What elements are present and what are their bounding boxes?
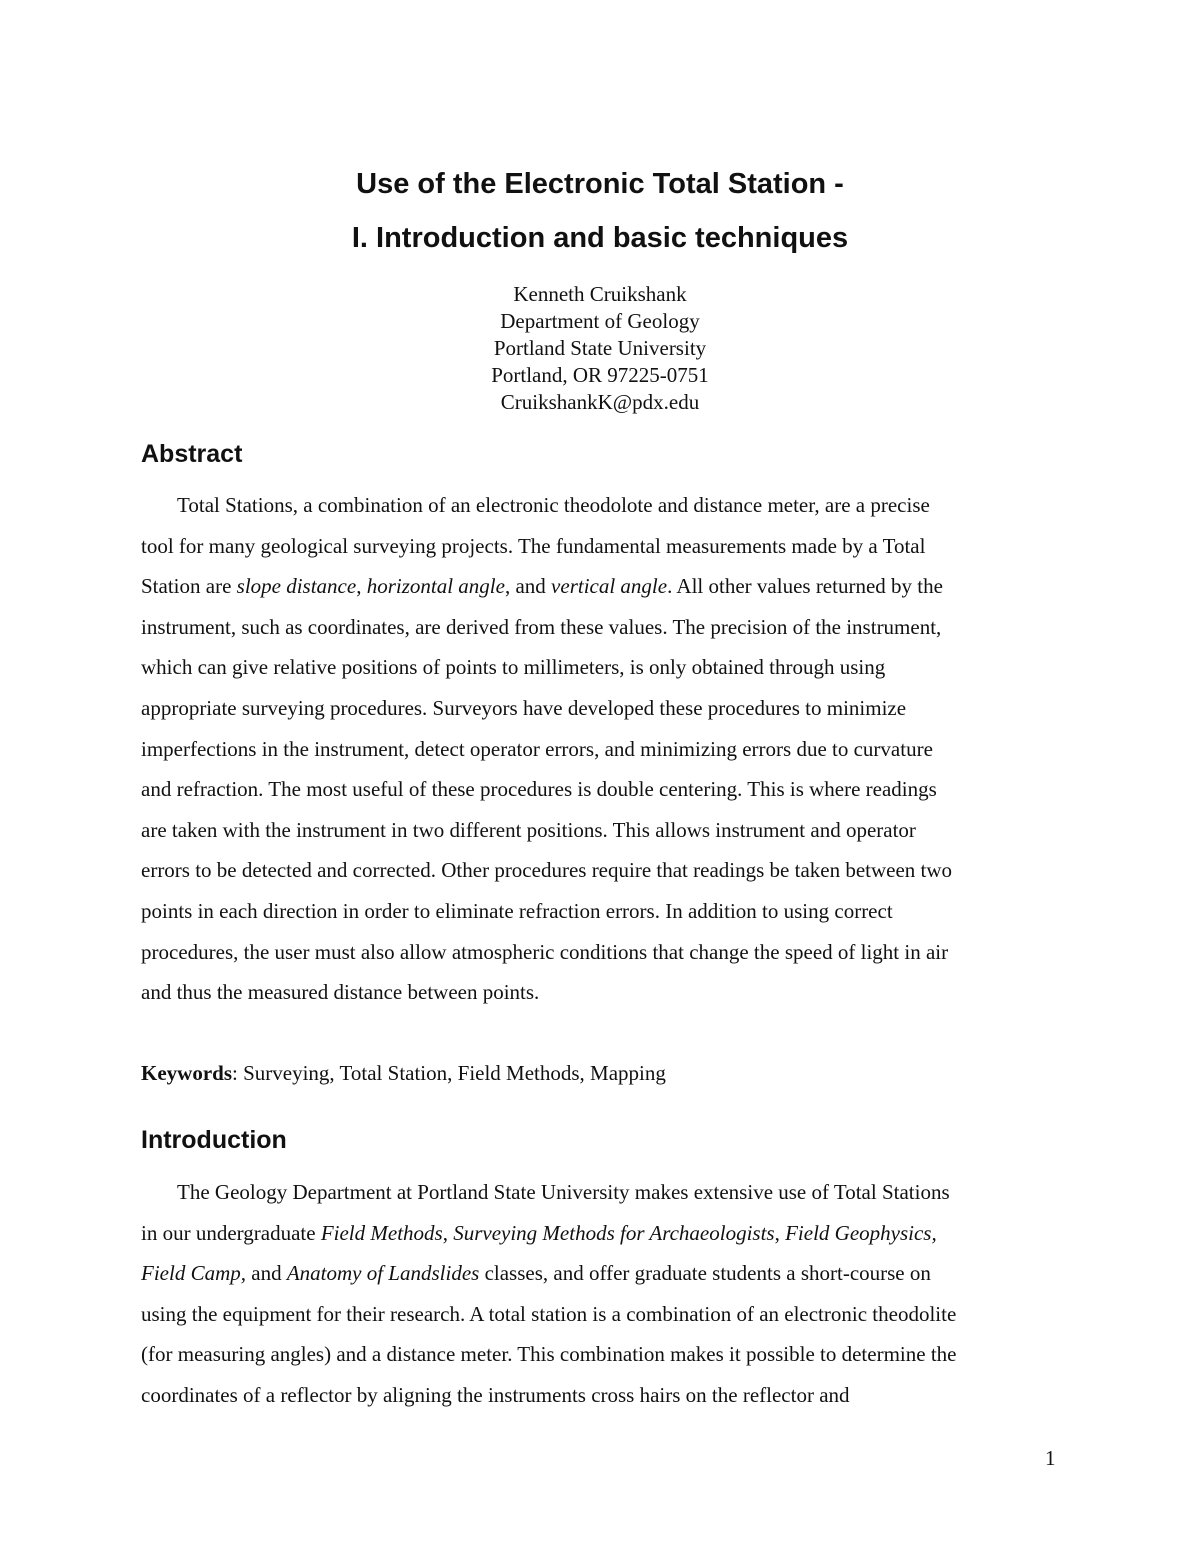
text-run: , and [504, 574, 552, 599]
intro-line [141, 1213, 1061, 1254]
abstract-line: procedures, the user must also allow atmospheric conditions that change the speed of light in air [141, 939, 949, 964]
abstract-line: and thus the measured distance between points. [141, 980, 540, 1005]
text-run: , [356, 574, 367, 599]
intro-line: using the equipment for their research. A total station is a combination of an electronic theodolite [141, 1301, 957, 1326]
intro-line: The Geology Department at Portland State University makes extensive use of Total Stations [177, 1180, 950, 1204]
author-block [0, 281, 1200, 416]
keywords-line [141, 1053, 1061, 1094]
intro-line: (for measuring angles) and a distance meter. This combination makes it possible to determine the [141, 1342, 957, 1367]
term-horizontal-angle: horizontal angle [366, 574, 505, 599]
text-run: , [774, 1220, 786, 1245]
abstract-line: instrument, such as coordinates, are derived from these values. The precision of the instrument, [141, 614, 942, 639]
term-slope-distance: slope distance [236, 574, 357, 599]
abstract-line: imperfections in the instrument, detect operator errors, and minimizing errors due to curvature [141, 736, 933, 761]
abstract-line: points in each direction in order to eliminate refraction errors. In addition to using correct [141, 898, 893, 923]
course-anatomy-of-landslides: Anatomy of Landslides [286, 1261, 480, 1286]
abstract-line: errors to be detected and corrected. Other procedures require that readings be taken between two [141, 858, 953, 883]
text-run: and [246, 1261, 287, 1286]
course-field-methods: Field Methods [320, 1220, 443, 1245]
abstract-heading: Abstract [141, 440, 243, 468]
abstract-line: and refraction. The most useful of these procedures is double centering. This is where readings [141, 777, 937, 802]
introduction-heading: Introduction [141, 1126, 287, 1154]
text-run: . All other values returned by the [667, 574, 943, 599]
term-vertical-angle: vertical angle [551, 574, 668, 599]
intro-line [141, 1253, 1061, 1294]
intro-line: coordinates of a reflector by aligning the instruments cross hairs on the reflector and [141, 1382, 850, 1407]
abstract-line: which can give relative positions of points to millimeters, is only obtained through using [141, 655, 886, 680]
author-email: CruikshankK@pdx.edu [500, 390, 700, 414]
abstract-line [141, 566, 1061, 607]
abstract-line: Total Stations, a combination of an electronic theodolote and distance meter, are a precise [177, 493, 930, 517]
abstract-paragraph [141, 485, 1061, 1013]
author-department: Department of Geology [500, 309, 700, 333]
title-line-1: Use of the Electronic Total Station - [356, 168, 844, 200]
keywords [141, 1053, 1061, 1094]
author-name: Kenneth Cruikshank [513, 282, 687, 306]
text-run: classes, and offer graduate students a short-course on [479, 1261, 931, 1286]
author-address: Portland, OR 97225-0751 [491, 363, 709, 387]
keywords-label: Keywords [141, 1061, 232, 1085]
abstract-line: tool for many geological surveying projects. The fundamental measurements made by a Total [141, 533, 926, 558]
page-number: 1 [1045, 1446, 1056, 1470]
text-run: in our undergraduate [141, 1220, 321, 1245]
abstract-line: are taken with the instrument in two different positions. This allows instrument and operator [141, 817, 916, 842]
keywords-text: : Surveying, Total Station, Field Methods, Mapping [232, 1061, 666, 1085]
title-line-2: I. Introduction and basic techniques [351, 222, 849, 254]
course-field-camp: Field Camp, [141, 1261, 246, 1286]
introduction-paragraph [141, 1172, 1061, 1416]
abstract-line: appropriate surveying procedures. Surveyors have developed these procedures to minimize [141, 695, 907, 720]
text-run: , [442, 1220, 454, 1245]
course-surveying-methods: Surveying Methods for Archaeologists [453, 1220, 775, 1245]
author-university: Portland State University [493, 336, 707, 360]
text-run: Station are [141, 574, 237, 599]
course-field-geophysics: Field Geophysics, [785, 1220, 937, 1245]
